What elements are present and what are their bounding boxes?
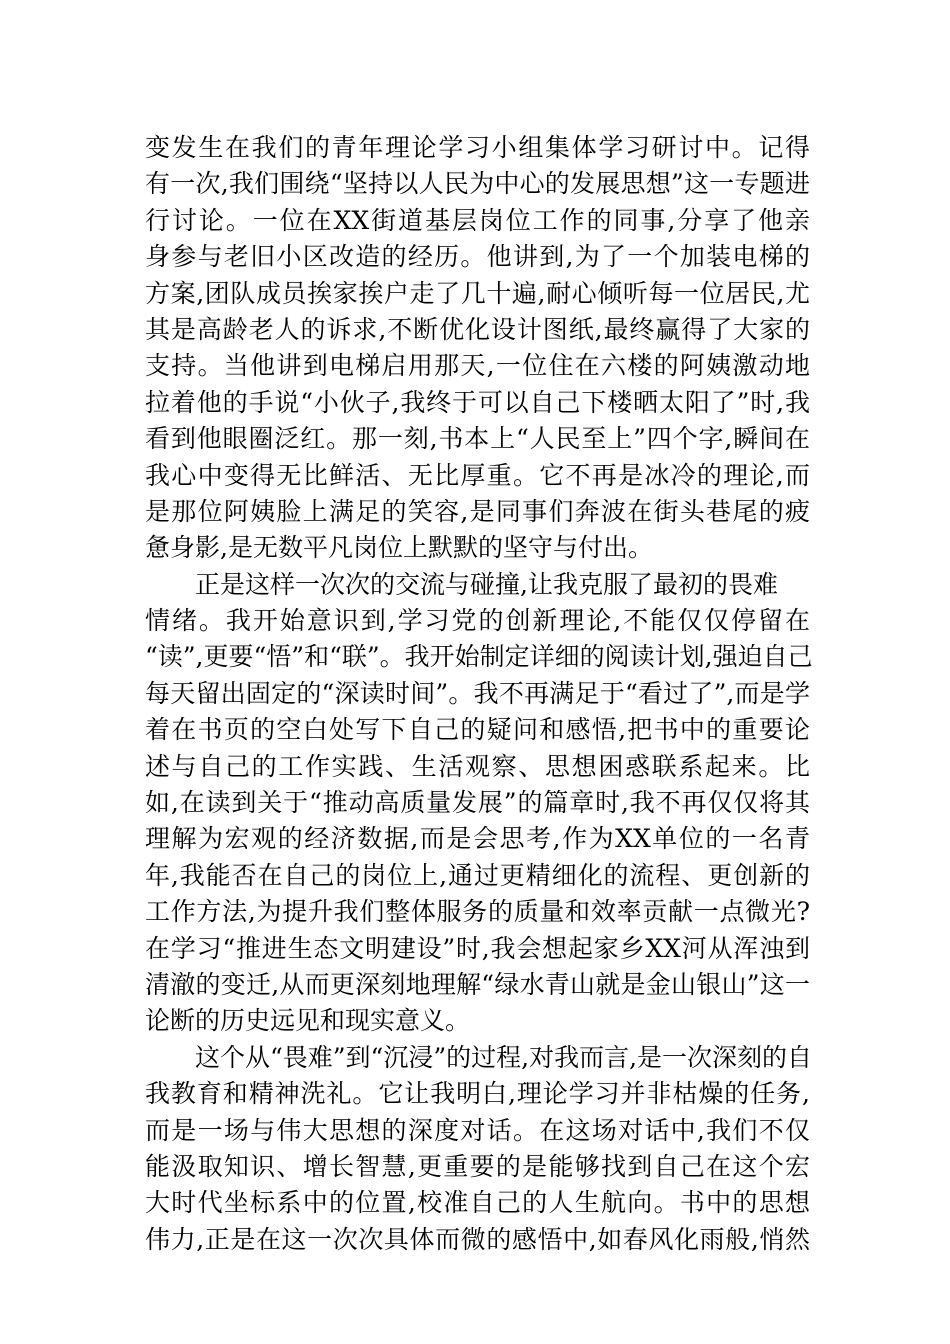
paragraph-2-line-5: 着在书页的空白处写下自己的疑问和感悟,把书中的重要论 bbox=[145, 715, 810, 745]
paragraph-1-line-10: 我心中变得无比鲜活、无比厚重。它不再是冰冷的理论,而 bbox=[145, 460, 810, 490]
paragraph-1-line-2: 有一次,我们围绕“坚持以人民为中心的发展思想”这一专题进 bbox=[145, 169, 810, 199]
paragraph-1-line-1: 变发生在我们的青年理论学习小组集体学习研讨中。记得 bbox=[145, 133, 810, 162]
paragraph-1-line-5: 方案,团队成员挨家挨户走了几十遍,耐心倾听每一位居民,尤 bbox=[145, 278, 810, 308]
paragraph-1-line-11: 是那位阿姨脸上满足的笑容,是同事们奔波在街头巷尾的疲 bbox=[145, 496, 810, 526]
paragraph-3-line-4: 能汲取知识、增长智慧,更重要的是能够找到自己在这个宏 bbox=[145, 1151, 810, 1181]
paragraph-3-line-2: 我教育和精神洗礼。它让我明白,理论学习并非枯燥的任务, bbox=[145, 1079, 810, 1109]
paragraph-2-line-6: 述与自己的工作实践、生活观察、思想困惑联系起来。比 bbox=[145, 751, 810, 781]
paragraph-2-line-3: “读”,更要“悟”和“联”。我开始制定详细的阅读计划,强迫自己 bbox=[145, 642, 813, 672]
paragraph-2-line-13: 论断的历史远见和现实意义。 bbox=[145, 1006, 471, 1036]
paragraph-3-line-5: 大时代坐标系中的位置,校准自己的人生航向。书中的思想 bbox=[145, 1188, 810, 1218]
paragraph-1-line-8: 拉着他的手说“小伙子,我终于可以自己下楼晒太阳了”时,我 bbox=[145, 387, 810, 417]
paragraph-1-line-3: 行讨论。一位在XX街道基层岗位工作的同事,分享了他亲 bbox=[145, 205, 810, 235]
paragraph-2-line-7: 如,在读到关于“推动高质量发展”的篇章时,我不再仅仅将其 bbox=[145, 788, 810, 818]
body-text bbox=[145, 130, 813, 1258]
paragraph-2-line-11: 在学习“推进生态文明建设”时,我会想起家乡XX河从浑浊到 bbox=[145, 933, 810, 963]
paragraph-1-line-4: 身参与老旧小区改造的经历。他讲到,为了一个加装电梯的 bbox=[145, 242, 810, 272]
paragraph-1-line-12: 惫身影,是无数平凡岗位上默默的坚守与付出。 bbox=[145, 533, 653, 563]
paragraph-3-line-6: 伟力,正是在这一次次具体而微的感悟中,如春风化雨般,悄然 bbox=[145, 1224, 810, 1254]
paragraph-1-line-7: 支持。当他讲到电梯启用那天,一位住在六楼的阿姨激动地 bbox=[145, 351, 810, 381]
paragraph-3-line-1: 这个从“畏难”到“沉浸”的过程,对我而言,是一次深刻的自 bbox=[195, 1042, 813, 1072]
paragraph-2-line-10: 工作方法,为提升我们整体服务的质量和效率贡献一点微光? bbox=[145, 897, 810, 927]
paragraph-2-line-1: 正是这样一次次的交流与碰撞,让我克服了最初的畏难 bbox=[195, 569, 778, 599]
paragraph-3-line-3: 而是一场与伟大思想的深度对话。在这场对话中,我们不仅 bbox=[145, 1115, 810, 1145]
paragraph-1-line-6: 其是高龄老人的诉求,不断优化设计图纸,最终赢得了大家的 bbox=[145, 314, 810, 344]
paragraph-2-line-4: 每天留出固定的“深读时间”。我不再满足于“看过了”,而是学 bbox=[145, 678, 810, 708]
paragraph-1-line-9: 看到他眼圈泛红。那一刻,书本上“人民至上”四个字,瞬间在 bbox=[145, 424, 810, 454]
paragraph-2-line-2: 情绪。我开始意识到,学习党的创新理论,不能仅仅停留在 bbox=[145, 606, 810, 636]
paragraph-2-line-12: 清澈的变迁,从而更深刻地理解“绿水青山就是金山银山”这一 bbox=[145, 969, 810, 999]
paragraph-2-line-8: 理解为宏观的经济数据,而是会思考,作为XX单位的一名青 bbox=[145, 824, 810, 854]
paragraph-2-line-9: 年,我能否在自己的岗位上,通过更精细化的流程、更创新的 bbox=[145, 860, 810, 890]
